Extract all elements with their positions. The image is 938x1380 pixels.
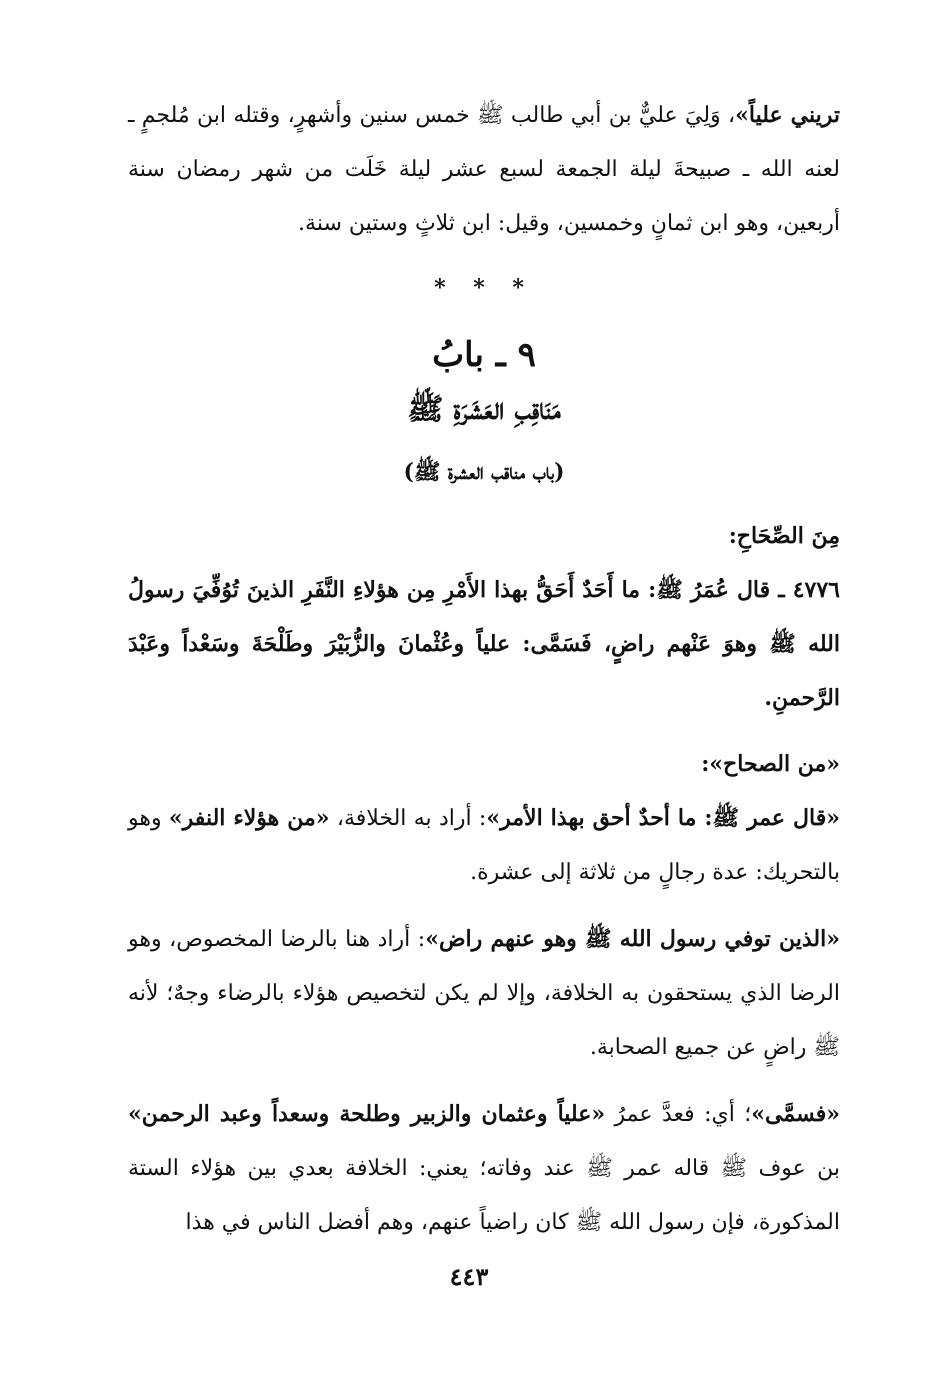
page-number: ٤٤٣ — [449, 1262, 489, 1291]
explanation-text: وهو بالتحريك: عدة رجالٍ من ثلاثة إلى عشرة. — [128, 806, 840, 885]
bold-lead: تريني علياً» — [735, 102, 840, 128]
quoted-phrase: «الذين توفي رسول الله ﷺ وهو عنهم راض» — [425, 926, 840, 952]
explanation-text: : أراد هنا بالرضا المخصوص، وهو الرضا الذي يستحقون به الخلافة، وإلا لم يكن لتخصيص هؤلاء بالرضاء وجهٌ؛ لأنه ﷺ راضٍ عن جميع الصحابة. — [128, 927, 840, 1060]
explanation-text: بن عوف ﷺ قاله عمر ﷺ عند وفاته؛ يعني: الخلافة بعدي بين هؤلاء الستة المذكورة، فإن رسول الله ﷺ كان راضياً عنهم، وهم أفضل الناس في هذا — [128, 1156, 840, 1235]
quoted-phrase: «فسمَّى» — [751, 1101, 840, 1127]
chapter-title: مَنَاقِبِ العَشَرَةِ ﷺ — [407, 392, 561, 427]
hadith-text: ٤٧٧٦ ـ قال عُمَرُ ﷺ: ما أَحَدٌ أَحَقُّ بهذا الأَمْرِ مِن هؤلاءِ النَّفَرِ الذينَ تُوُفِّيَ رسولُ الله ﷺ وهوَ عَنْهم راضٍ، فَسَمَّى: علياً وعُثْمانَ والزُّبَيْرَ وطَلْحَةَ وسَعْداً وعَبْدَ الرَّحمنِ. — [128, 577, 840, 711]
quoted-phrase: «علياً وعثمان والزبير وطلحة وسعداً وعبد الرحمن» — [128, 1101, 606, 1127]
continuation-paragraph — [128, 88, 840, 251]
commentary-paragraph-2 — [128, 912, 840, 1075]
quoted-phrase: «من هؤلاء النفر» — [168, 805, 330, 831]
explanation-text: ؛ أي: فعدَّ عمرُ — [605, 1102, 752, 1127]
commentary-paragraph-1 — [128, 791, 840, 900]
page-body — [128, 88, 840, 1250]
commentary-label: «من الصحاح»: — [701, 751, 840, 777]
explanation-text: : أراد به الخلافة، — [329, 806, 487, 831]
quoted-phrase: «قال عمر ﷺ: ما أحدٌ أحق بهذا الأمر» — [486, 805, 840, 831]
chapter-heading: ٩ ـ بابُ — [432, 335, 536, 375]
paragraph-text: ، وَلِيَ عليٌّ بن أبي طالب ﷺ خمس سنين وأشهرٍ، وقتله ابن مُلجمٍ ـ لعنه الله ـ صبيحةَ ليلة الجمعة لسبع عشر ليلة خَلَت من شهر رمضان سنة أربعين، وهو ابن ثمانٍ وخمسين، وقيل: ابن ثلاثٍ وستين سنة. — [128, 103, 840, 236]
commentary-paragraph-3 — [128, 1087, 840, 1250]
chapter-subtitle: (باب مناقب العشرة ﷺ) — [403, 459, 565, 485]
section-separator: * * * — [434, 275, 534, 301]
section-label: مِنَ الصِّحَاحِ: — [728, 523, 840, 549]
